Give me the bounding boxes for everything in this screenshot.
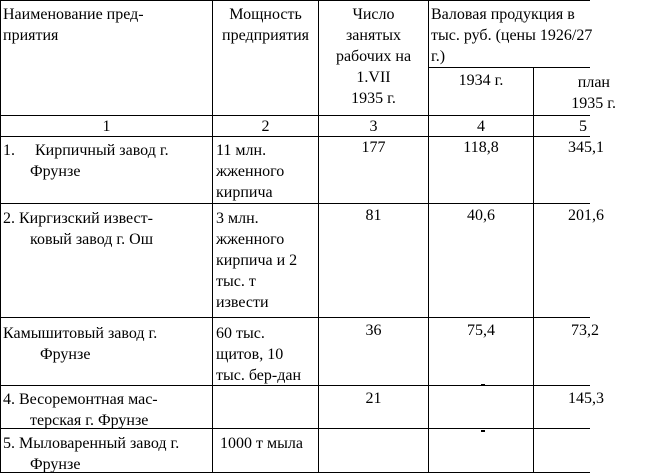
header-capacity-line1: Мощность xyxy=(229,6,302,23)
row3-1934: 75,4 xyxy=(467,322,495,339)
row1-name-line2: Фрунзе xyxy=(30,163,81,180)
row3-name-line2: Фрунзе xyxy=(40,346,91,363)
row2-capacity-line1: 3 млн. xyxy=(216,210,259,227)
row3-plan: 73,2 xyxy=(571,322,599,339)
row2-capacity-line3: кирпича и 2 xyxy=(216,252,298,269)
header-workers-line2: занятых xyxy=(345,27,402,44)
row3-name-line1: Камышитовый завод г. xyxy=(3,325,158,342)
row4-workers: 21 xyxy=(365,390,382,407)
row5-name-line2: Фрунзе xyxy=(30,456,81,473)
header-output-line2: тыс. руб. (цены 1926/27 xyxy=(431,27,593,44)
row4-name-line2: терская г. Фрунзе xyxy=(30,412,149,429)
row2-1934: 40,6 xyxy=(467,207,495,224)
row2-name-line1: 2. Киргизский извест- xyxy=(3,210,153,227)
header-name-line1: Наименование пред- xyxy=(3,6,144,23)
rule-left xyxy=(0,0,1,473)
row4-plan: 145,3 xyxy=(568,390,604,407)
row1-capacity-line1: 11 млн. xyxy=(216,142,267,159)
row5-1934-dash xyxy=(481,430,485,432)
row2-capacity-line4: тыс. т xyxy=(216,273,256,290)
row2-capacity-line2: жженного xyxy=(216,231,285,248)
row3-capacity-line1: 60 тыс. xyxy=(216,325,265,342)
rule-top xyxy=(0,0,590,1)
header-workers-line1: Число xyxy=(352,6,395,23)
colnum-3: 3 xyxy=(369,118,378,135)
row1-plan: 345,1 xyxy=(568,139,604,156)
row5-capacity-line1: 1000 т мыла xyxy=(220,435,303,452)
header-output-line3: г.) xyxy=(431,48,446,65)
rule-bottom xyxy=(0,472,590,473)
colnum-5: 5 xyxy=(579,118,587,135)
row1-1934: 118,8 xyxy=(463,139,499,156)
header-name-line2: приятия xyxy=(3,27,59,44)
header-output-line1: Валовая продукция в xyxy=(431,6,575,23)
row1-workers: 177 xyxy=(361,139,386,156)
row1-number: 1. xyxy=(3,142,15,159)
header-plan-line2: 1935 г. xyxy=(571,95,616,112)
row2-capacity-line5: извести xyxy=(216,294,269,311)
row2-plan: 201,6 xyxy=(568,207,604,224)
row5-name-line1: 5. Мыловаренный завод г. xyxy=(3,435,180,452)
row4-name-line1: 4. Весоремонтная мас- xyxy=(3,391,158,408)
header-plan-line1: план xyxy=(577,74,610,91)
row3-workers: 36 xyxy=(365,322,382,339)
colnum-1: 1 xyxy=(102,118,111,135)
row1-name-line1: Кирпичный завод г. xyxy=(35,142,169,159)
row1-capacity-line2: жженного xyxy=(216,163,285,180)
header-year-1934: 1934 г. xyxy=(458,72,504,89)
row3-capacity-line2: щитов, 10 xyxy=(216,346,284,363)
row4-1934-dash xyxy=(481,384,485,386)
rule-col5 xyxy=(533,67,534,473)
rule-row2-bottom xyxy=(0,317,590,318)
header-capacity-line2: предприятия xyxy=(222,27,309,44)
colnum-4: 4 xyxy=(477,118,485,135)
header-workers-line3: рабочих на xyxy=(335,48,412,65)
rule-subheader xyxy=(428,67,590,68)
header-workers-line4: 1.VII xyxy=(356,69,391,86)
row3-capacity-line3: тыс. бер-дан xyxy=(216,367,302,384)
header-workers-line5: 1935 г. xyxy=(351,90,396,107)
rule-row1-bottom xyxy=(0,203,590,204)
row2-name-line2: ковый завод г. Ош xyxy=(30,231,154,248)
row2-workers: 81 xyxy=(365,207,382,224)
row1-capacity-line3: кирпича xyxy=(216,184,273,201)
colnum-2: 2 xyxy=(261,118,270,135)
rule-col2 xyxy=(212,0,213,473)
